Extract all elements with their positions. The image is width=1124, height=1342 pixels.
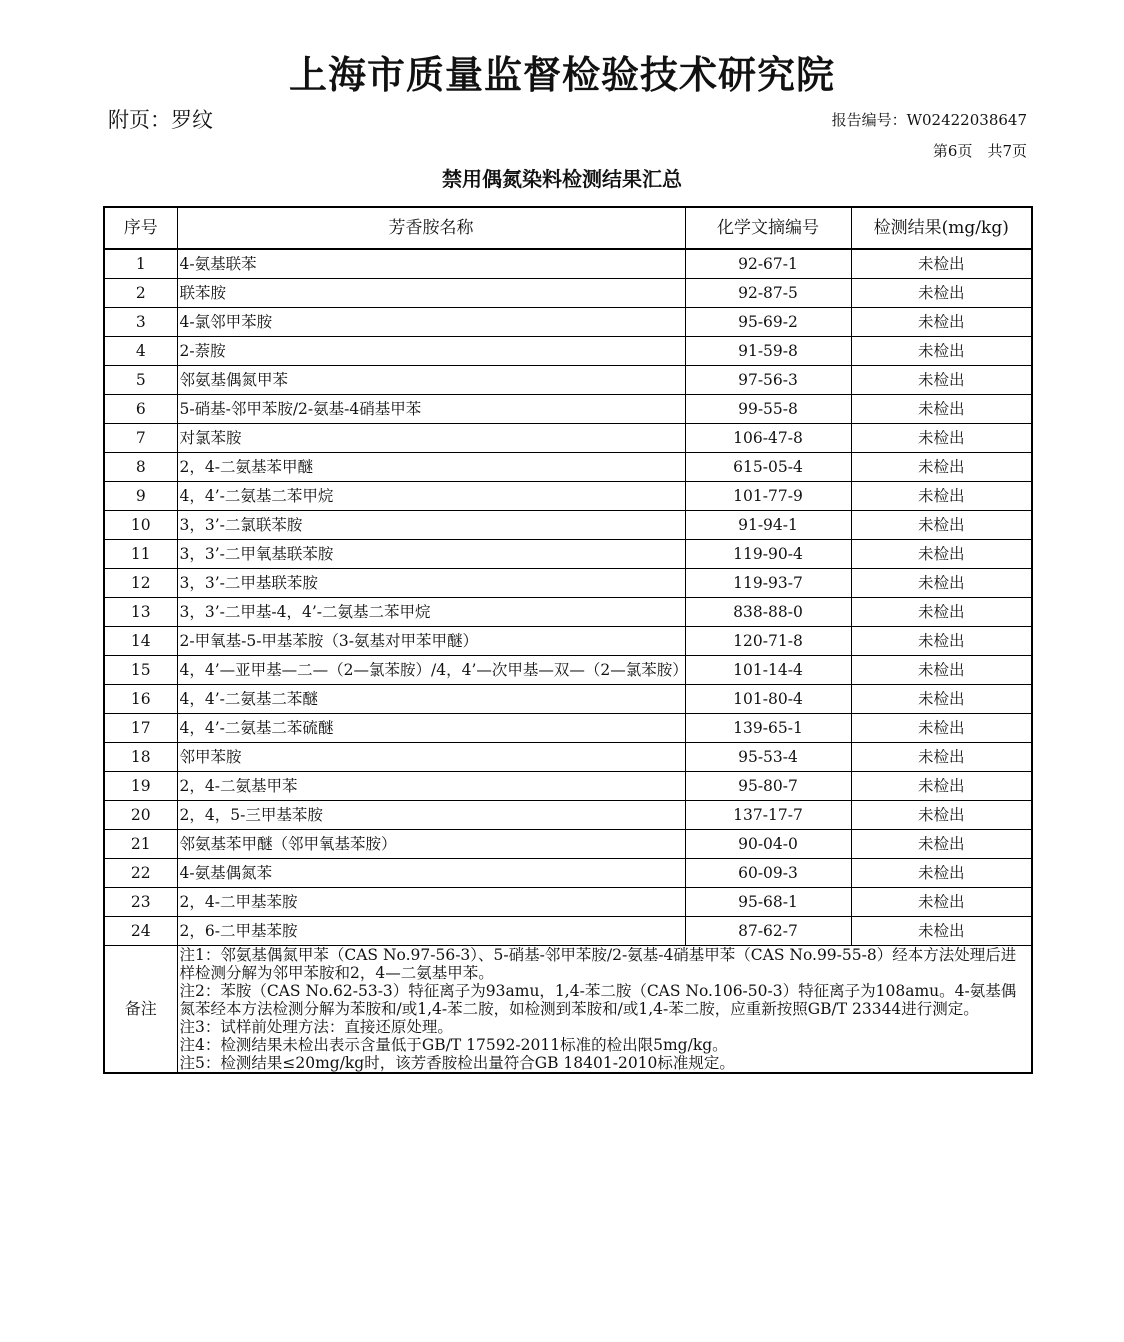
cas-number: 106-47-8: [685, 424, 851, 453]
cas-number: 87-62-7: [685, 917, 851, 946]
header-no: 序号: [104, 207, 177, 249]
header-name: 芳香胺名称: [177, 207, 685, 249]
test-result: 未检出: [851, 511, 1032, 540]
cas-number: 95-69-2: [685, 308, 851, 337]
table-row: [104, 859, 1032, 888]
amine-name: 2，4，5-三甲基苯胺: [177, 801, 685, 830]
cas-number: 60-09-3: [685, 859, 851, 888]
test-result: 未检出: [851, 627, 1032, 656]
row-number: 17: [104, 714, 177, 743]
cas-number: 120-71-8: [685, 627, 851, 656]
amine-name: 3，3’-二甲基联苯胺: [177, 569, 685, 598]
test-result: 未检出: [851, 830, 1032, 859]
table-row: [104, 627, 1032, 656]
table-row: [104, 308, 1032, 337]
row-number: 7: [104, 424, 177, 453]
row-number: 23: [104, 888, 177, 917]
note-1: 注1：邻氨基偶氮甲苯（CAS No.97-56-3）、5-硝基-邻甲苯胺/2-氨基-4硝基甲苯（CAS No.99-55-8）经本方法处理后进样检测分解为邻甲苯胺和2，4—二氨基甲苯。: [179, 946, 1017, 982]
report-number: 报告编号：W02422038647: [831, 111, 1027, 129]
test-result: 未检出: [851, 917, 1032, 946]
row-number: 1: [104, 249, 177, 279]
test-result: 未检出: [851, 888, 1032, 917]
test-result: 未检出: [851, 308, 1032, 337]
note-4: 注4：检测结果未检出表示含量低于GB/T 17592-2011标准的检出限5mg/kg。: [179, 1036, 728, 1054]
test-result: 未检出: [851, 801, 1032, 830]
table-row: [104, 395, 1032, 424]
table-row: [104, 424, 1032, 453]
amine-name: 4，4’—亚甲基—二—（2—氯苯胺）/4，4’—次甲基—双—（2—氯苯胺）: [177, 656, 685, 685]
table-row: [104, 772, 1032, 801]
table-row: [104, 482, 1032, 511]
amine-name: 4，4’-二氨基二苯硫醚: [177, 714, 685, 743]
table-row: [104, 656, 1032, 685]
table-body: [104, 249, 1032, 946]
cas-number: 97-56-3: [685, 366, 851, 395]
cas-number: 615-05-4: [685, 453, 851, 482]
row-number: 5: [104, 366, 177, 395]
row-number: 9: [104, 482, 177, 511]
table-row: [104, 540, 1032, 569]
cas-number: 95-68-1: [685, 888, 851, 917]
table-row: [104, 511, 1032, 540]
test-result: 未检出: [851, 366, 1032, 395]
table-row: [104, 888, 1032, 917]
amine-name: 3，3’-二氯联苯胺: [177, 511, 685, 540]
cas-number: 101-80-4: [685, 685, 851, 714]
row-number: 21: [104, 830, 177, 859]
cas-number: 92-87-5: [685, 279, 851, 308]
amine-name: 邻氨基偶氮甲苯: [177, 366, 685, 395]
table-row: [104, 917, 1032, 946]
test-result: 未检出: [851, 540, 1032, 569]
test-result: 未检出: [851, 569, 1032, 598]
row-number: 15: [104, 656, 177, 685]
amine-name: 对氯苯胺: [177, 424, 685, 453]
amine-name: 2-甲氧基-5-甲基苯胺（3-氨基对甲苯甲醚）: [177, 627, 685, 656]
table-header-row: [104, 207, 1032, 249]
test-result: 未检出: [851, 337, 1032, 366]
cas-number: 139-65-1: [685, 714, 851, 743]
test-result: 未检出: [851, 714, 1032, 743]
amine-name: 4-氨基偶氮苯: [177, 859, 685, 888]
cas-number: 119-90-4: [685, 540, 851, 569]
table-row: [104, 743, 1032, 772]
table-row: [104, 830, 1032, 859]
table-row: [104, 714, 1032, 743]
test-result: 未检出: [851, 424, 1032, 453]
cas-number: 95-53-4: [685, 743, 851, 772]
cas-number: 92-67-1: [685, 249, 851, 279]
cas-number: 137-17-7: [685, 801, 851, 830]
cas-number: 90-04-0: [685, 830, 851, 859]
test-result: 未检出: [851, 279, 1032, 308]
results-table: [103, 206, 1033, 1074]
test-result: 未检出: [851, 395, 1032, 424]
row-number: 6: [104, 395, 177, 424]
row-number: 16: [104, 685, 177, 714]
amine-name: 5-硝基-邻甲苯胺/2-氨基-4硝基甲苯: [177, 395, 685, 424]
row-number: 13: [104, 598, 177, 627]
table-row: [104, 685, 1032, 714]
test-result: 未检出: [851, 598, 1032, 627]
row-number: 3: [104, 308, 177, 337]
row-number: 18: [104, 743, 177, 772]
row-number: 11: [104, 540, 177, 569]
row-number: 4: [104, 337, 177, 366]
cas-number: 91-94-1: [685, 511, 851, 540]
table-title: 禁用偶氮染料检测结果汇总: [442, 167, 682, 191]
test-result: 未检出: [851, 656, 1032, 685]
cas-number: 101-77-9: [685, 482, 851, 511]
amine-name: 2，4-二氨基甲苯: [177, 772, 685, 801]
amine-name: 邻甲苯胺: [177, 743, 685, 772]
cas-number: 101-14-4: [685, 656, 851, 685]
header-result: 检测结果(mg/kg): [851, 207, 1032, 249]
test-result: 未检出: [851, 482, 1032, 511]
test-result: 未检出: [851, 249, 1032, 279]
test-result: 未检出: [851, 859, 1032, 888]
cas-number: 95-80-7: [685, 772, 851, 801]
table-row: [104, 366, 1032, 395]
amine-name: 联苯胺: [177, 279, 685, 308]
test-result: 未检出: [851, 772, 1032, 801]
amine-name: 4-氯邻甲苯胺: [177, 308, 685, 337]
row-number: 22: [104, 859, 177, 888]
header-cas: 化学文摘编号: [685, 207, 851, 249]
row-number: 14: [104, 627, 177, 656]
table-row: [104, 569, 1032, 598]
row-number: 8: [104, 453, 177, 482]
cas-number: 838-88-0: [685, 598, 851, 627]
cas-number: 119-93-7: [685, 569, 851, 598]
table-row: [104, 453, 1032, 482]
page-number: 第6页 共7页: [932, 142, 1027, 160]
notes-label: 备注: [104, 946, 177, 1074]
note-5: 注5：检测结果≤20mg/kg时，该芳香胺检出量符合GB 18401-2010标准规定。: [179, 1054, 735, 1072]
row-number: 20: [104, 801, 177, 830]
table-row: [104, 598, 1032, 627]
row-number: 12: [104, 569, 177, 598]
appendix-label: 附页：罗纹: [108, 108, 213, 132]
amine-name: 邻氨基苯甲醚（邻甲氧基苯胺）: [177, 830, 685, 859]
amine-name: 3，3’-二甲氧基联苯胺: [177, 540, 685, 569]
table-row: [104, 337, 1032, 366]
amine-name: 4，4’-二氨基二苯醚: [177, 685, 685, 714]
table-row: [104, 801, 1032, 830]
amine-name: 3，3’-二甲基-4，4’-二氨基二苯甲烷: [177, 598, 685, 627]
table-row: [104, 279, 1032, 308]
test-result: 未检出: [851, 743, 1032, 772]
row-number: 24: [104, 917, 177, 946]
table-row: [104, 249, 1032, 279]
cas-number: 99-55-8: [685, 395, 851, 424]
test-result: 未检出: [851, 685, 1032, 714]
cas-number: 91-59-8: [685, 337, 851, 366]
institute-title: 上海市质量监督检验技术研究院: [288, 52, 835, 97]
note-3: 注3：试样前处理方法：直接还原处理。: [179, 1018, 453, 1036]
amine-name: 4，4’-二氨基二苯甲烷: [177, 482, 685, 511]
amine-name: 4-氨基联苯: [177, 249, 685, 279]
row-number: 2: [104, 279, 177, 308]
test-result: 未检出: [851, 453, 1032, 482]
notes-row: [104, 946, 1032, 1074]
amine-name: 2，6-二甲基苯胺: [177, 917, 685, 946]
amine-name: 2，4-二氨基苯甲醚: [177, 453, 685, 482]
note-2: 注2：苯胺（CAS No.62-53-3）特征离子为93amu，1,4-苯二胺（CAS No.106-50-3）特征离子为108amu。4-氨基偶氮苯经本方法检测分解为苯胺和/或1,4-苯二胺，如检测到苯胺和/或1,4-苯二胺，应重新按照GB/T 23344进行测定。: [179, 982, 1017, 1018]
amine-name: 2-萘胺: [177, 337, 685, 366]
notes-content: [177, 946, 1032, 1074]
row-number: 10: [104, 511, 177, 540]
row-number: 19: [104, 772, 177, 801]
amine-name: 2，4-二甲基苯胺: [177, 888, 685, 917]
